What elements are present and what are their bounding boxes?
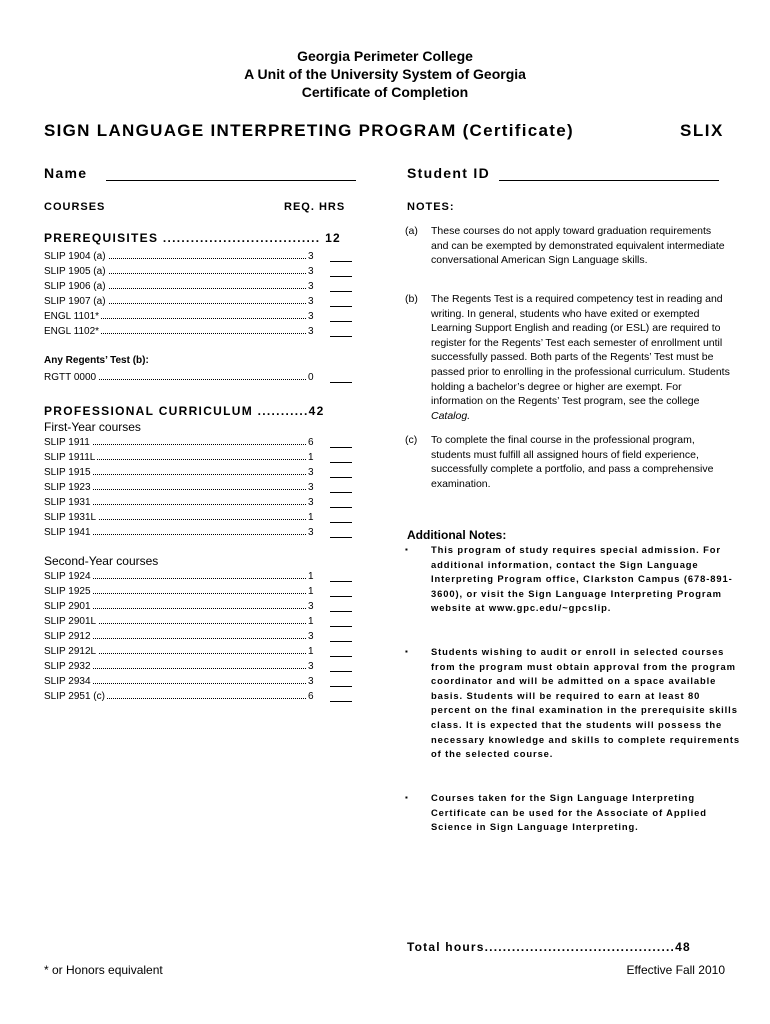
course-name: SLIP 1905 (a) [44,266,106,277]
note-a-tag: (a) [405,225,418,237]
course-hours: 3 [308,525,318,540]
bullet-icon: ▪ [405,793,409,802]
course-row [44,450,364,465]
course-hours: 1 [308,569,318,584]
req-hrs-column-heading: REQ. HRS [284,201,346,213]
course-name: SLIP 1906 (a) [44,281,106,292]
course-hours: 3 [308,659,318,674]
course-row [44,309,364,324]
second-year-label: Second-Year courses [44,554,159,568]
professional-curriculum-heading: PROFESSIONAL CURRICULUM ...........42 [44,404,325,418]
course-hours: 6 [308,435,318,450]
course-row [44,569,364,584]
note-c-tag: (c) [405,434,418,446]
completion-blank[interactable] [330,276,352,277]
course-hours: 3 [308,264,318,279]
course-name: SLIP 1911L [44,452,96,463]
course-name: SLIP 1941 [44,527,91,538]
course-hours: 6 [308,689,318,704]
course-row [44,584,364,599]
course-hours: 3 [308,495,318,510]
note-b-text [431,292,731,423]
course-row [44,674,364,689]
additional-note-3 [405,791,735,836]
course-row [44,495,364,510]
course-row [44,659,364,674]
course-name: ENGL 1101* [44,311,100,322]
completion-blank[interactable] [330,492,352,493]
regents-test-heading: Any Regents’ Test (b): [44,355,149,366]
completion-blank[interactable] [330,611,352,612]
course-name: RGTT 0000 [44,372,97,383]
course-hours: 1 [308,644,318,659]
completion-blank[interactable] [330,656,352,657]
course-row [44,525,364,540]
course-hours: 1 [308,584,318,599]
completion-blank[interactable] [330,261,352,262]
additional-notes-heading: Additional Notes: [407,528,507,542]
student-id-label: Student ID [407,165,490,181]
certificate-line: Certificate of Completion [301,84,469,100]
completion-blank[interactable] [330,671,352,672]
course-hours: 3 [308,324,318,339]
note-c [405,433,735,493]
note-b [405,292,735,427]
course-name: SLIP 1911 [44,437,90,448]
course-hours: 3 [308,599,318,614]
course-hours: 1 [308,510,318,525]
completion-blank[interactable] [330,291,352,292]
first-year-label: First-Year courses [44,420,141,434]
course-hours: 3 [308,674,318,689]
course-row [44,644,364,659]
completion-blank[interactable] [330,596,352,597]
course-hours: 3 [308,249,318,264]
bullet-icon: ▪ [405,545,409,554]
course-hours: 1 [308,614,318,629]
course-row [44,480,364,495]
course-hours: 0 [308,370,318,385]
completion-blank[interactable] [330,321,352,322]
course-name: SLIP 2912L [44,646,97,657]
name-label: Name [44,165,88,181]
bullet-icon: ▪ [405,647,409,656]
course-row [44,264,364,279]
course-row [44,370,364,385]
course-hours: 3 [308,480,318,495]
course-row [44,629,364,644]
course-name: SLIP 2932 [44,661,91,672]
course-row [44,614,364,629]
course-hours: 1 [308,450,318,465]
course-hours: 3 [308,294,318,309]
completion-blank[interactable] [330,701,352,702]
course-name: SLIP 2912 [44,631,91,642]
additional-note-1 [405,543,735,633]
course-hours: 3 [308,309,318,324]
completion-blank[interactable] [330,522,352,523]
course-name: SLIP 2934 [44,676,91,687]
completion-blank[interactable] [330,382,352,383]
course-name: SLIP 1915 [44,467,91,478]
college-name: Georgia Perimeter College [297,48,473,64]
total-hours: Total hours..........................................48 [407,940,691,954]
course-row [44,324,364,339]
course-hours: 3 [308,279,318,294]
additional-note-2-text: Students wishing to audit or enroll in selected courses from the program must obtain approval from the program coordinator and will be admitted on a space available basis. Students will be required to earn at least 80 percent on the final examination in the prerequisite skills class. It is expected that the students will possess the necessary knowledge and skills to complete requirements of the selected course. [431,646,740,760]
note-a [405,224,735,269]
course-row [44,465,364,480]
completion-blank[interactable] [330,626,352,627]
course-name: SLIP 1924 [44,571,91,582]
course-name: SLIP 1907 (a) [44,296,106,307]
honors-footnote: * or Honors equivalent [44,963,163,977]
course-row [44,510,364,525]
course-hours: 3 [308,629,318,644]
course-row [44,689,364,704]
course-row [44,435,364,450]
completion-blank[interactable] [330,581,352,582]
course-name: SLIP 2951 (c) [44,691,105,702]
program-title: SIGN LANGUAGE INTERPRETING PROGRAM (Certificate) [44,121,574,140]
catalog-reference: Catalog. [431,409,471,422]
course-name: SLIP 2901 [44,601,91,612]
completion-blank[interactable] [330,641,352,642]
completion-blank[interactable] [330,537,352,538]
course-row [44,249,364,264]
name-field[interactable] [106,179,356,181]
course-name: SLIP 1925 [44,586,91,597]
course-name: SLIP 2901L [44,616,97,627]
student-id-field[interactable] [499,179,719,181]
course-hours: 3 [308,465,318,480]
notes-heading: NOTES: [407,201,455,213]
note-b-body: The Regents Test is a required competency test in reading and writing. In general, students who have exited or exempted Learning Support English and reading (or ESL) are required to register for the Regents’ Test each semester of enrollment until successfully passed. Both parts of the Regents’ Test must be passed prior to enrolling in the professional curriculum. Students holding a bachelor’s degree or higher are exempt. For information on the Regents’ Test program, see the college [431,293,730,408]
completion-blank[interactable] [330,477,352,478]
effective-date: Effective Fall 2010 [626,963,725,977]
completion-blank[interactable] [330,462,352,463]
prerequisites-heading: PREREQUISITES .................................. 12 [44,231,342,245]
note-c-text: To complete the final course in the professional program, students must fulfill all assigned hours of field experience, successfully complete a portfolio, and pass a comprehensive examination. [431,434,714,490]
course-name: SLIP 1931 [44,497,91,508]
program-code: SLIX [680,121,724,140]
course-name: SLIP 1904 (a) [44,251,106,262]
university-system-line: A Unit of the University System of Georgia [244,66,526,82]
note-b-tag: (b) [405,293,418,305]
additional-note-2 [405,645,740,780]
completion-blank[interactable] [330,336,352,337]
note-a-text: These courses do not apply toward graduation requirements and can be exempted by demonstrated equivalent intermediate conversational American Sign Language skills. [431,225,725,267]
completion-blank[interactable] [330,686,352,687]
course-name: SLIP 1931L [44,512,97,523]
course-row [44,599,364,614]
additional-note-3-text: Courses taken for the Sign Language Interpreting Certificate can be used for the Associate of Applied Science in Sign Language Interpreting. [431,792,707,833]
course-row [44,294,364,309]
additional-note-1-text: This program of study requires special admission. For additional information, contact the Sign Language Interpreting Program office, Clarkston Campus (678-891-3600), or visit the Sign Language Interpreting Program website at www.gpc.edu/~gpcslip. [431,544,733,614]
course-name: ENGL 1102* [44,326,100,337]
completion-blank[interactable] [330,507,352,508]
courses-column-heading: COURSES [44,201,106,213]
completion-blank[interactable] [330,447,352,448]
completion-blank[interactable] [330,306,352,307]
course-row [44,279,364,294]
course-name: SLIP 1923 [44,482,91,493]
